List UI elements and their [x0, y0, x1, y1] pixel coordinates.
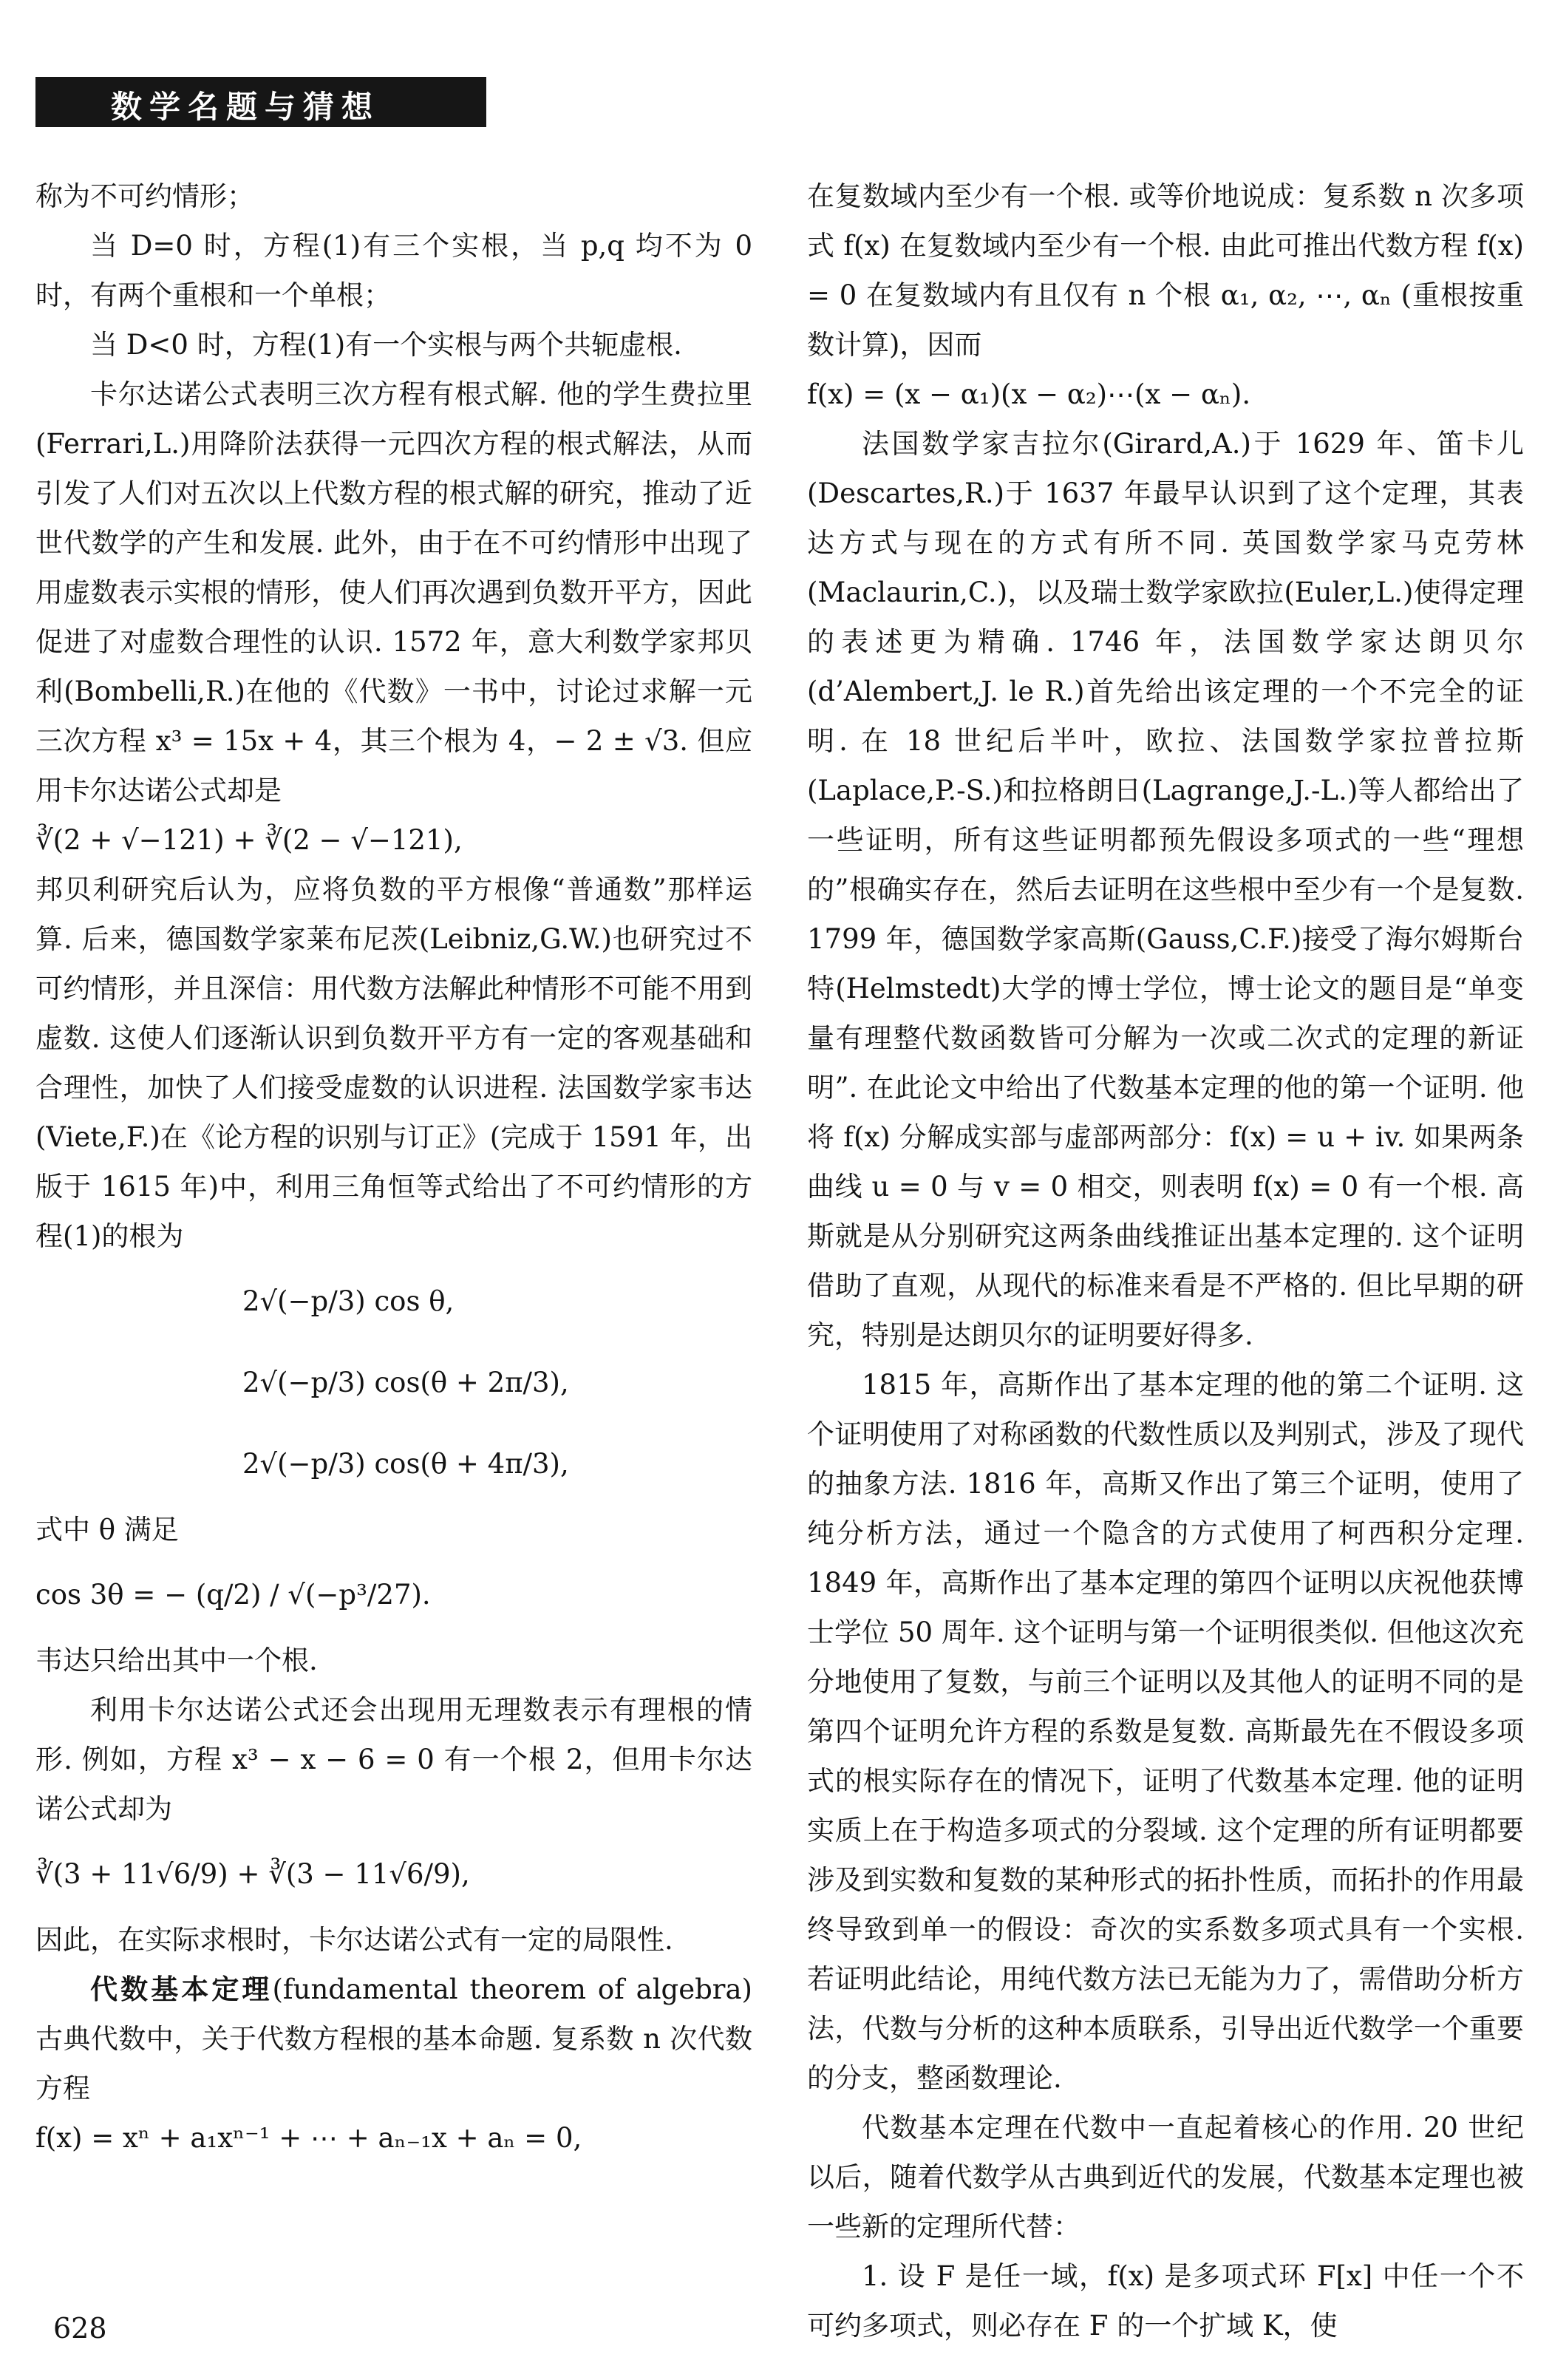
paragraph: 邦贝利研究后认为，应将负数的平方根像“普通数”那样运算. 后来，德国数学家莱布尼茨(Leibniz,G.W.)也研究过不可约情形，并且深信：用代数方法解此种情形不可能不用到虚数. 这使人们逐渐认识到负数开平方有一定的客观基础和合理性，加快了人们接受虚数的认识进程. 法国数学家韦达(Viete,F.)在《论方程的识别与订正》(完成于 1591 年，出版于 1615 年)中，利用三角恒等式给出了不可约情形的方程(1)的根为 [35, 874, 752, 1252]
running-header-title: 数学名题与猜想 [111, 89, 381, 125]
paragraph: 代数基本定理在代数中一直起着核心的作用. 20 世纪以后，随着代数学从古典到近代的发展，代数基本定理也被一些新的定理所代替： [807, 2112, 1524, 2243]
equation: 2√(−p/3) cos(θ + 4π/3), [242, 1448, 569, 1480]
term-heading: 代数基本定理 [90, 1973, 273, 2005]
equation: ∛(3 + 11√6/9) + ∛(3 − 11√6/9), [35, 1858, 470, 1890]
paragraph: 1815 年，高斯作出了基本定理的他的第二个证明. 这个证明使用了对称函数的代数性质以及判别式，涉及了现代的抽象方法. 1816 年，高斯又作出了第三个证明，使用了纯分析方法，通过一个隐含的方式使用了柯西积分定理. 1849 年，高斯作出了基本定理的第四个证明以庆祝他获博士学位 50 周年. 这个证明与第一个证明很类似. 但他这次充分地使用了复数，与前三个证明以及其他人的证明不同的是第四个证明允许方程的系数是复数. 高斯最先在不假设多项式的根实际存在的情况下，证明了代数基本定理. 他的证明实质上在于构造多项式的分裂域. 这个定理的所有证明都要涉及到实数和复数的某种形式的拓扑性质，而拓扑的作用最终导致到单一的假设：奇次的实系数多项式具有一个实根. 若证明此结论，用纯代数方法已无能为力了，需借助分析方法，代数与分析的这种本质联系，引导出近代数学一个重要的分支，整函数理论. [807, 1369, 1524, 2094]
page-number: 628 [53, 2312, 107, 2345]
right-column [807, 171, 1524, 2350]
equation: f(x) = xⁿ + a₁xⁿ⁻¹ + ⋯ + aₙ₋₁x + aₙ = 0, [35, 2122, 582, 2154]
equation: ∛(2 + √−121) + ∛(2 − √−121), [35, 824, 463, 856]
paragraph: 韦达只给出其中一个根. [35, 1645, 318, 1676]
paragraph: 式中 θ 满足 [35, 1514, 179, 1546]
paragraph: 在复数域内至少有一个根. 或等价地说成：复系数 n 次多项式 f(x) 在复数域内至少有一个根. 由此可推出代数方程 f(x) = 0 在复数域内有且仅有 n 个根 α₁, α₂, ⋯, αₙ (重根按重数计算)，因而 [807, 180, 1524, 361]
paragraph: 当 D<0 时，方程(1)有一个实根与两个共轭虚根. [90, 329, 682, 361]
paragraph: 卡尔达诺公式表明三次方程有根式解. 他的学生费拉里(Ferrari,L.)用降阶法获得一元四次方程的根式解法，从而引发了人们对五次以上代数方程的根式解的研究，推动了近世代数学的产生和发展. 此外，由于在不可约情形中出现了用虚数表示实根的情形，使人们再次遇到负数开平方，因此促进了对虚数合理性的认识. 1572 年，意大利数学家邦贝利(Bombelli,R.)在他的《代数》一书中，讨论过求解一元三次方程 x³ = 15x + 4，其三个根为 4，− 2 ± √3. 但应用卡尔达诺公式却是 [35, 378, 752, 806]
paragraph [35, 1965, 780, 2113]
equation: f(x) = (x − α₁)(x − α₂)⋯(x − αₙ). [807, 378, 1251, 410]
paragraph: 称为不可约情形； [35, 180, 254, 212]
paragraph: 法国数学家吉拉尔(Girard,A.)于 1629 年、笛卡儿(Descartes,R.)于 1637 年最早认识到了这个定理，其表达方式与现在的方式有所不同. 英国数学家马克劳林(Maclaurin,C.)，以及瑞士数学家欧拉(Euler,L.)使得定理的表述更为精确. 1746 年，法国数学家达朗贝尔(d’Alembert,J. le R.)首先给出该定理的一个不完全的证明. 在 18 世纪后半叶，欧拉、法国数学家拉普拉斯(Laplace,P.-S.)和拉格朗日(Lagrange,J.-L.)等人都给出了一些证明，所有这些证明都预先假设多项式的一些“理想的”根确实存在，然后去证明在这些根中至少有一个是复数. 1799 年，德国数学家高斯(Gauss,C.F.)接受了海尔姆斯台特(Helmstedt)大学的博士学位，博士论文的题目是“单变量有理整代数函数皆可分解为一次或二次式的定理的新证明”. 在此论文中给出了代数基本定理的他的第一个证明. 他将 f(x) 分解成实部与虚部两部分：f(x) = u + iv. 如果两条曲线 u = 0 与 v = 0 相交，则表明 f(x) = 0 有一个根. 高斯就是从分别研究这两条曲线推证出基本定理的. 这个证明借助了直观，从现代的标准来看是不严格的. 但比早期的研究，特别是达朗贝尔的证明要好得多. [807, 428, 1524, 1351]
equation: 2√(−p/3) cos θ, [242, 1285, 455, 1317]
paragraph: 因此，在实际求根时，卡尔达诺公式有一定的局限性. [35, 1924, 673, 1956]
left-column [35, 171, 780, 2163]
equation: 2√(−p/3) cos(θ + 2π/3), [242, 1367, 569, 1398]
paragraph: 利用卡尔达诺公式还会出现用无理数表示有理根的情形. 例如，方程 x³ − x − 6 = 0 有一个根 2，但用卡尔达诺公式却为 [35, 1694, 752, 1825]
paragraph: 1. 设 F 是任一域，f(x) 是多项式环 F[x] 中任一个不可约多项式，则必存在 F 的一个扩域 K，使 [807, 2260, 1524, 2342]
term-definition: (fundamental theorem of algebra) 古典代数中，关于代数方程根的基本命题. 复系数 n 次代数方程 [35, 1973, 780, 2104]
equation: cos 3θ = − (q/2) / √(−p³/27). [35, 1579, 431, 1611]
paragraph: 当 D=0 时，方程(1)有三个实根，当 p,q 均不为 0 时，有两个重根和一个单根； [35, 230, 752, 311]
